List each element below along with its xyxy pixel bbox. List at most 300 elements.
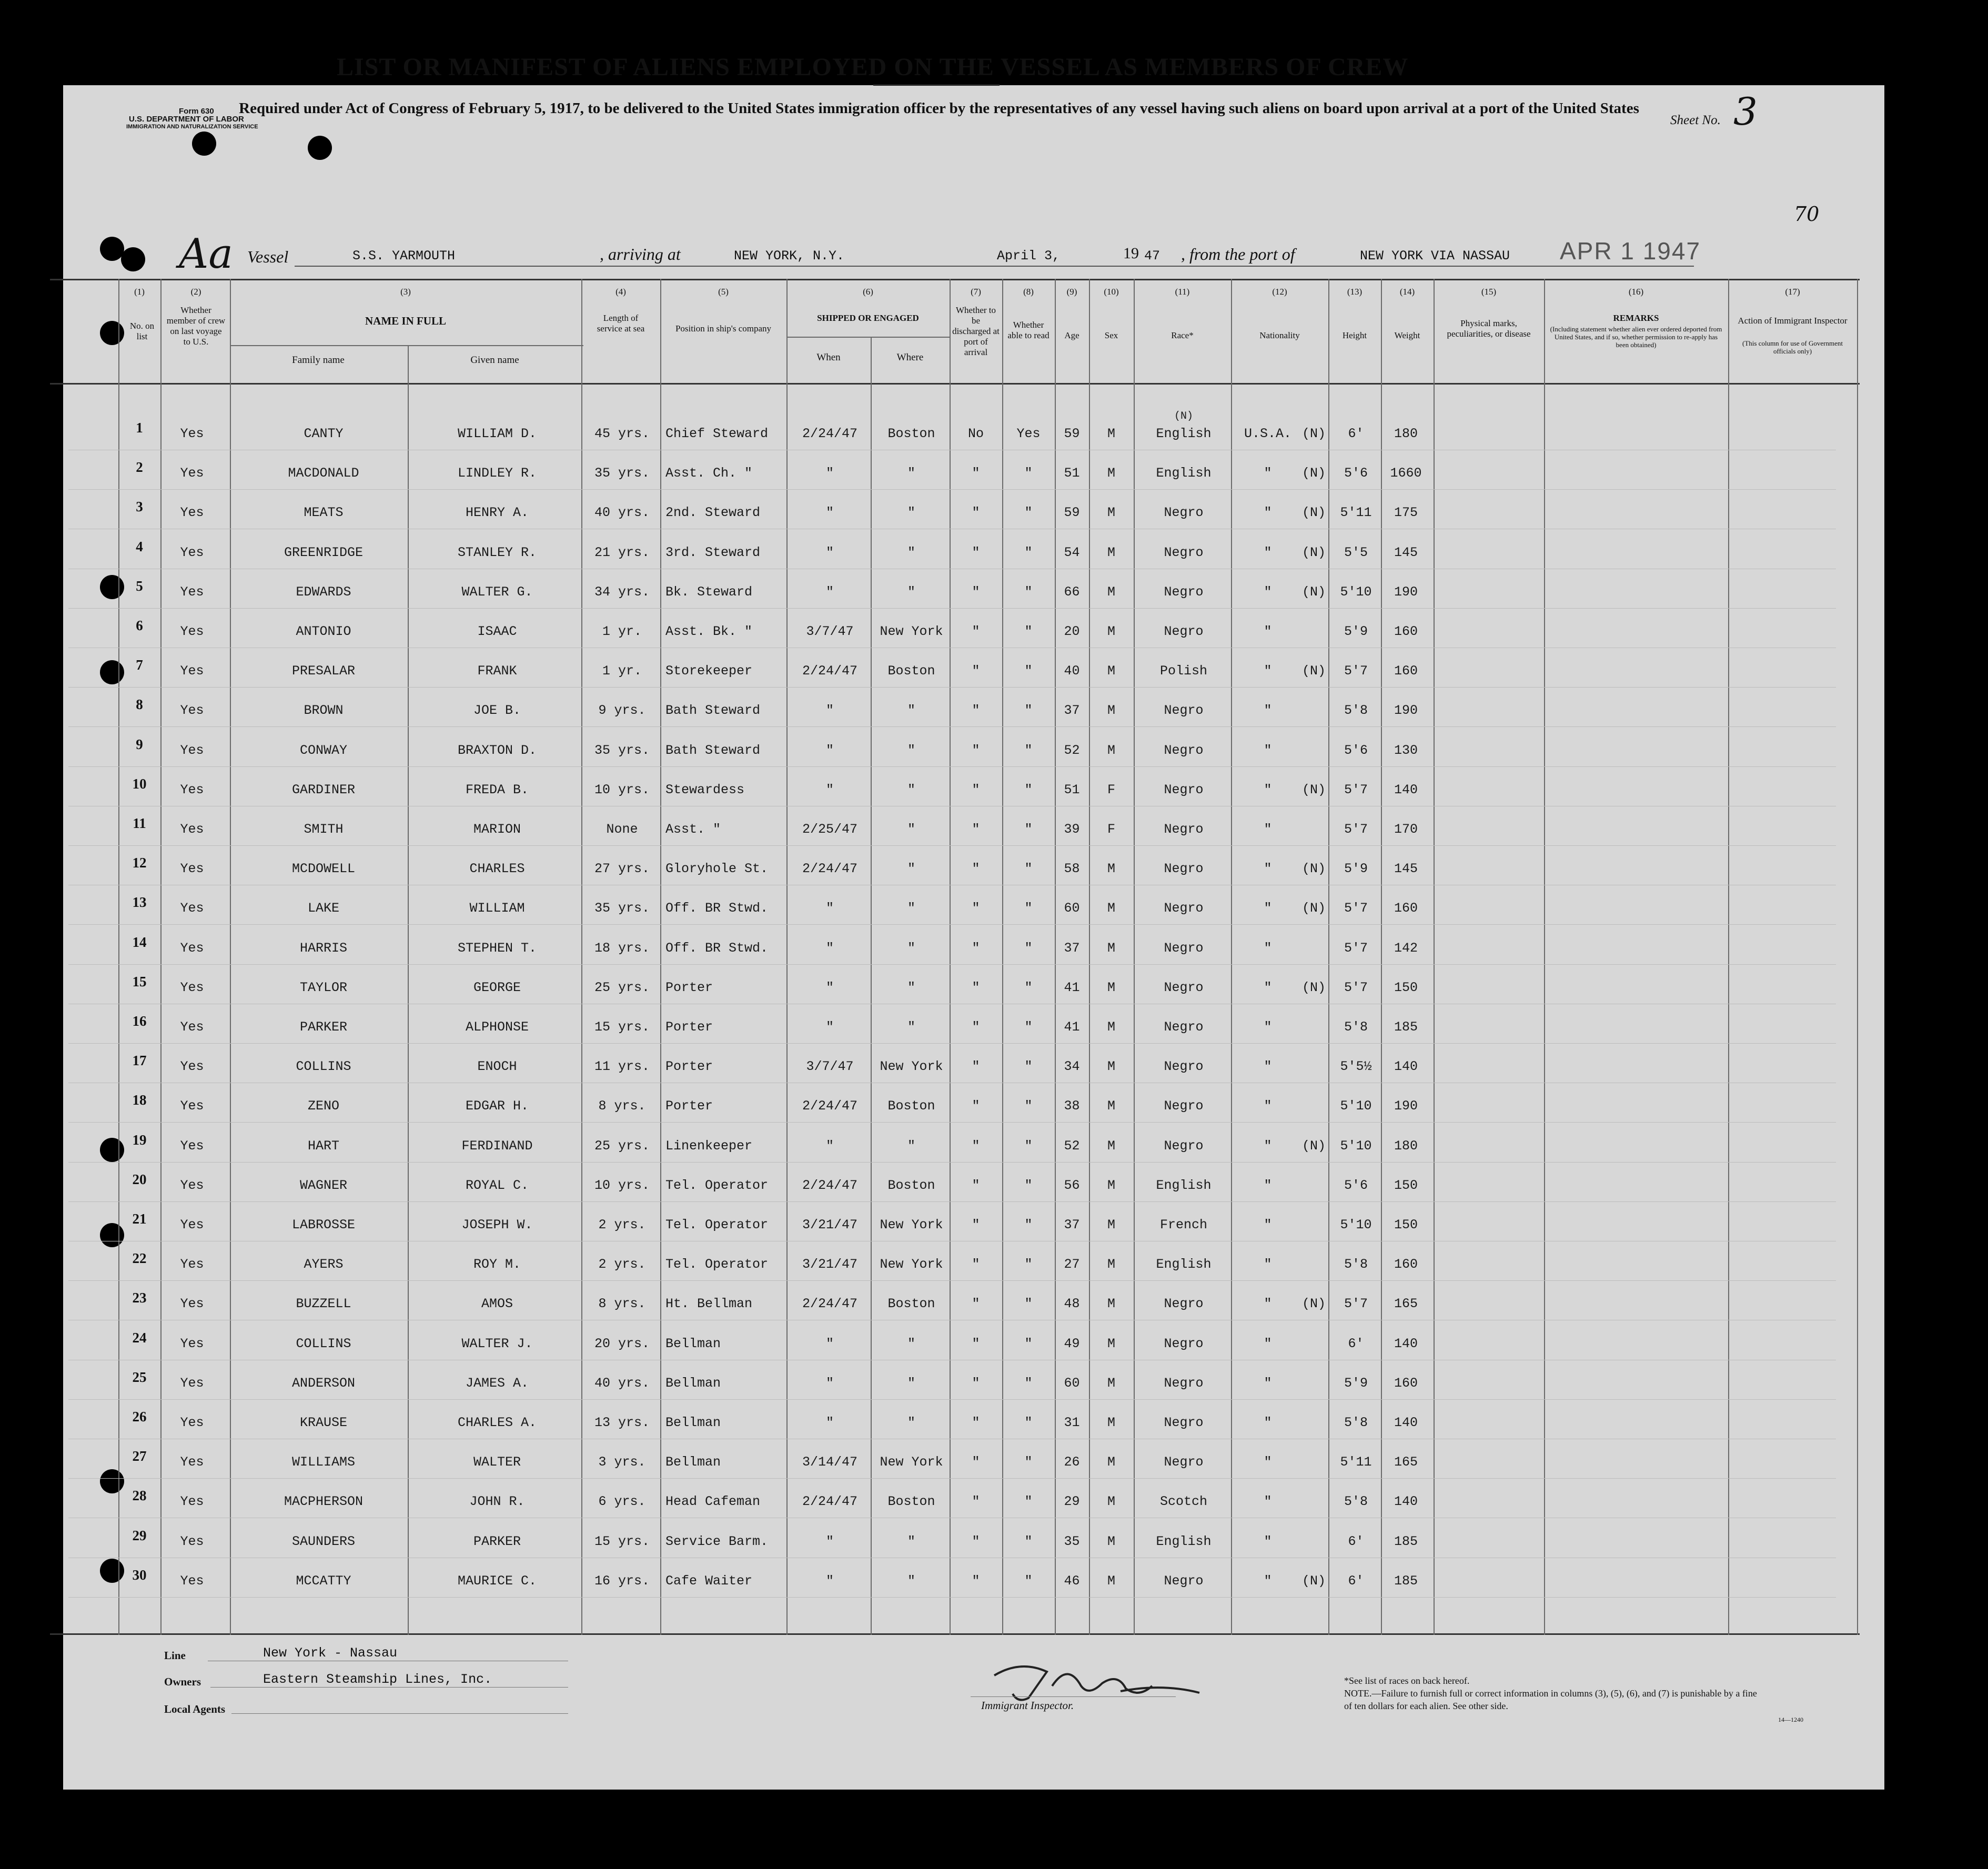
col-12-header: Nationality	[1259, 330, 1300, 340]
column-divider	[1055, 279, 1056, 1635]
height-cell: 6'	[1348, 1573, 1364, 1589]
able-to-read-cell: "	[1024, 505, 1033, 521]
shipped-when-cell: "	[825, 742, 834, 758]
shipped-when-cell: 2/24/47	[802, 861, 858, 877]
nationality-cell: "	[1264, 1296, 1272, 1312]
sex-cell: M	[1107, 901, 1115, 916]
row-rule	[68, 1162, 1836, 1163]
discharged-cell: "	[972, 861, 980, 877]
service-length-cell: 11 yrs.	[594, 1059, 650, 1075]
weight-cell: 142	[1394, 940, 1418, 956]
race-cell: Negro	[1164, 901, 1204, 916]
last-voyage-cell: Yes	[180, 1494, 204, 1510]
able-to-read-cell: "	[1024, 1415, 1033, 1430]
last-voyage-cell: Yes	[180, 861, 204, 877]
sex-cell: M	[1107, 1375, 1115, 1391]
shipped-when-cell: "	[825, 901, 834, 916]
given-name-cell: EDGAR H.	[465, 1098, 529, 1114]
col-13-header: Height	[1342, 330, 1367, 340]
col-15-header: Physical marks, peculiarities, or disease	[1447, 318, 1531, 339]
sex-cell: M	[1107, 426, 1115, 441]
service-length-cell: 2 yrs.	[598, 1217, 646, 1232]
position-cell: Head Cafeman	[665, 1494, 761, 1510]
family-name-header: Family name	[292, 355, 345, 366]
height-cell: 5'8	[1344, 1415, 1368, 1430]
height-cell: 5'11	[1340, 1454, 1372, 1470]
nationality-mark-cell: (N)	[1301, 466, 1326, 481]
position-cell: Porter	[665, 979, 713, 995]
row-number: 21	[132, 1211, 147, 1227]
family-name-cell: LABROSSE	[291, 1217, 356, 1232]
department-name: U.S. DEPARTMENT OF LABOR	[129, 115, 244, 124]
able-to-read-cell: "	[1024, 1375, 1033, 1391]
row-rule	[68, 964, 1836, 965]
family-name-cell: COLLINS	[296, 1336, 351, 1351]
service-length-cell: 20 yrs.	[594, 1336, 650, 1351]
sheet-label: Sheet No.	[1670, 113, 1721, 127]
col-7-number: (7)	[971, 287, 981, 297]
column-divider	[786, 279, 788, 1635]
shipped-where-cell: "	[907, 505, 915, 521]
height-cell: 5'9	[1344, 624, 1368, 639]
shipped-where-cell: "	[907, 782, 915, 797]
able-to-read-cell: "	[1024, 624, 1033, 639]
row-number: 5	[136, 578, 143, 594]
race-cell: Negro	[1164, 1415, 1204, 1430]
family-name-cell: MCDOWELL	[291, 861, 356, 877]
nationality-mark-cell: (N)	[1301, 584, 1326, 600]
nationality-cell: "	[1264, 822, 1272, 837]
shipped-where-cell: "	[907, 1375, 915, 1391]
departure-port: NEW YORK VIA NASSAU	[1360, 248, 1510, 264]
row-rule	[68, 1122, 1836, 1123]
row-rule	[68, 1043, 1836, 1044]
sex-cell: M	[1107, 1019, 1115, 1035]
nationality-cell: "	[1264, 1336, 1272, 1351]
family-name-cell: PARKER	[299, 1019, 347, 1035]
sex-cell: M	[1107, 1336, 1115, 1351]
family-name-cell: LAKE	[307, 901, 339, 916]
weight-cell: 150	[1394, 1177, 1418, 1193]
shipped-when-cell: "	[825, 940, 834, 956]
family-name-cell: ZENO	[307, 1098, 339, 1114]
age-cell: 41	[1064, 1019, 1080, 1035]
race-cell: Negro	[1164, 1059, 1204, 1075]
able-to-read-cell: "	[1024, 1454, 1033, 1470]
row-number: 6	[136, 618, 143, 633]
shipped-when-cell: "	[825, 1138, 834, 1154]
shipped-where-cell: "	[907, 466, 915, 481]
nationality-cell: U.S.A.	[1244, 426, 1291, 441]
able-to-read-cell: "	[1024, 544, 1033, 560]
row-rule	[68, 1280, 1836, 1281]
given-name-cell: JOSEPH W.	[461, 1217, 533, 1232]
row-number: 27	[132, 1448, 147, 1464]
vessel-name: S.S. YARMOUTH	[352, 248, 456, 264]
age-cell: 37	[1064, 940, 1080, 956]
shipped-when-cell: 2/24/47	[802, 426, 858, 441]
shipped-when-cell: "	[825, 1336, 834, 1351]
vessel-initials: Aa	[179, 230, 233, 278]
family-name-cell: EDWARDS	[296, 584, 351, 600]
position-cell: Chief Steward	[665, 426, 769, 441]
weight-cell: 180	[1394, 1138, 1418, 1154]
family-name-cell: WILLIAMS	[291, 1454, 356, 1470]
discharged-cell: "	[972, 663, 980, 679]
service-length-cell: 45 yrs.	[594, 426, 650, 441]
able-to-read-cell: "	[1024, 1059, 1033, 1075]
given-name-cell: ENOCH	[477, 1059, 517, 1075]
race-cell: Negro	[1164, 1296, 1204, 1312]
position-cell: Bk. Steward	[665, 584, 753, 600]
nationality-mark-cell: (N)	[1301, 1138, 1326, 1154]
title-underline	[873, 84, 1000, 86]
position-cell: Off. BR Stwd.	[665, 940, 769, 956]
height-cell: 5'10	[1340, 1138, 1372, 1154]
nationality-cell: "	[1264, 1454, 1272, 1470]
age-cell: 59	[1064, 426, 1080, 441]
nationality-cell: "	[1264, 1573, 1272, 1589]
given-name-cell: CHARLES A.	[457, 1415, 537, 1430]
owners-underline	[210, 1687, 568, 1688]
from-port-label: , from the port of	[1181, 245, 1295, 264]
age-cell: 34	[1064, 1059, 1080, 1075]
last-voyage-cell: Yes	[180, 1573, 204, 1589]
race-cell: Negro	[1164, 1573, 1204, 1589]
height-cell: 5'9	[1344, 1375, 1368, 1391]
nationality-cell: "	[1264, 979, 1272, 995]
given-name-cell: LINDLEY R.	[457, 466, 537, 481]
col-17-header: Action of Immigrant Inspector	[1738, 316, 1848, 326]
able-to-read-cell: "	[1024, 1138, 1033, 1154]
age-cell: 41	[1064, 979, 1080, 995]
nationality-cell: "	[1264, 703, 1272, 719]
column-divider	[1002, 279, 1003, 1635]
shipped-where-cell: "	[907, 1415, 915, 1430]
shipped-where-cell: Boston	[887, 1296, 935, 1312]
row-number: 13	[132, 894, 147, 911]
weight-cell: 150	[1394, 979, 1418, 995]
given-name-cell: FRANK	[477, 663, 517, 679]
last-voyage-cell: Yes	[180, 1454, 204, 1470]
race-cell: Negro	[1164, 979, 1204, 995]
penalty-note: NOTE.—Failure to furnish full or correct information in columns (3), (5), (6), and (7) is punishable by a fine of ten dollars for each alien. See other side.	[1344, 1688, 1757, 1711]
column-divider	[230, 279, 231, 1635]
position-cell: Gloryhole St.	[665, 861, 769, 877]
nationality-cell: "	[1264, 663, 1272, 679]
service-length-cell: 15 yrs.	[594, 1533, 650, 1549]
family-name-cell: HARRIS	[299, 940, 347, 956]
nationality-mark-cell: (N)	[1301, 663, 1326, 679]
sex-cell: M	[1107, 663, 1115, 679]
col-7-header: Whether to be discharged at port of arrival	[952, 305, 1000, 357]
service-length-cell: 13 yrs.	[594, 1415, 650, 1430]
punch-hole	[100, 1223, 124, 1247]
column-divider	[1434, 279, 1435, 1635]
page-subtitle: Required under Act of Congress of February 5, 1917, to be delivered to the United States immigration officer by the representatives of any vessel having such aliens on board upon arrival at a port of the United States	[239, 100, 1639, 117]
shipped-when-cell: "	[825, 584, 834, 600]
height-cell: 5'8	[1344, 1494, 1368, 1510]
row-rule	[68, 1399, 1836, 1400]
col-14-header: Weight	[1394, 330, 1420, 340]
family-name-cell: PRESALAR	[291, 663, 356, 679]
race-cell: Negro	[1164, 1138, 1204, 1154]
col-6-header: SHIPPED OR ENGAGED	[817, 313, 919, 323]
position-cell: Asst. Bk. "	[665, 624, 753, 639]
service-length-cell: 10 yrs.	[594, 782, 650, 797]
shipped-when-cell: 2/24/47	[802, 1177, 858, 1193]
service-length-cell: 16 yrs.	[594, 1573, 650, 1589]
last-voyage-cell: Yes	[180, 1059, 204, 1075]
row-number: 4	[136, 538, 143, 554]
height-cell: 5'7	[1344, 663, 1368, 679]
row-number: 8	[136, 696, 143, 713]
family-name-cell: MACPHERSON	[284, 1494, 364, 1510]
height-cell: 5'8	[1344, 1257, 1368, 1272]
able-to-read-cell: Yes	[1016, 426, 1041, 441]
sex-cell: M	[1107, 1059, 1115, 1075]
weight-cell: 160	[1394, 663, 1418, 679]
col-8-number: (8)	[1023, 287, 1034, 297]
discharged-cell: "	[972, 742, 980, 758]
position-cell: Bath Steward	[665, 703, 761, 719]
given-name-cell: ISAAC	[477, 624, 517, 639]
position-cell: Service Barm.	[665, 1533, 769, 1549]
discharged-cell: "	[972, 901, 980, 916]
column-divider	[1728, 279, 1729, 1635]
weight-cell: 160	[1394, 1375, 1418, 1391]
given-name-cell: STEPHEN T.	[457, 940, 537, 956]
last-voyage-cell: Yes	[180, 901, 204, 916]
corner-note: 70	[1794, 203, 1820, 226]
given-name-cell: ROY M.	[473, 1257, 521, 1272]
nationality-cell: "	[1264, 742, 1272, 758]
row-number: 28	[132, 1488, 147, 1504]
race-cell: Polish	[1159, 663, 1207, 679]
column-divider	[871, 337, 872, 1635]
shipped-when-cell: "	[825, 1573, 834, 1589]
shipped-when-cell: "	[825, 544, 834, 560]
last-voyage-cell: Yes	[180, 466, 204, 481]
height-cell: 5'5½	[1340, 1059, 1372, 1075]
service-length-cell: 1 yr.	[602, 663, 642, 679]
service-length-cell: None	[606, 822, 638, 837]
column-divider	[581, 279, 582, 1635]
race-cell: Negro	[1164, 1375, 1204, 1391]
last-voyage-cell: Yes	[180, 742, 204, 758]
col-6-number: (6)	[863, 287, 873, 297]
nationality-mark-cell: (N)	[1301, 544, 1326, 560]
col-9-header: Age	[1064, 330, 1079, 340]
last-voyage-cell: Yes	[180, 426, 204, 441]
sex-cell: M	[1107, 1494, 1115, 1510]
family-name-cell: BROWN	[304, 703, 344, 719]
weight-cell: 140	[1394, 1494, 1418, 1510]
col-17-note: (This column for use of Government officials only)	[1742, 339, 1843, 355]
shipped-when-cell: "	[825, 979, 834, 995]
given-name-cell: ALPHONSE	[465, 1019, 529, 1035]
position-cell: Off. BR Stwd.	[665, 901, 769, 916]
position-cell: Bath Steward	[665, 742, 761, 758]
shipped-when-cell: 2/24/47	[802, 663, 858, 679]
position-cell: Tel. Operator	[665, 1257, 769, 1272]
weight-cell: 190	[1394, 703, 1418, 719]
given-name-cell: JAMES A.	[465, 1375, 529, 1391]
nationality-cell: "	[1264, 1494, 1272, 1510]
punch-hole	[100, 575, 124, 599]
able-to-read-cell: "	[1024, 584, 1033, 600]
col-5-number: (5)	[718, 287, 729, 297]
column-divider	[1089, 279, 1090, 1635]
height-cell: 5'11	[1340, 505, 1372, 521]
able-to-read-cell: "	[1024, 1533, 1033, 1549]
row-number: 3	[136, 499, 143, 515]
given-name-cell: WILLIAM	[469, 901, 525, 916]
service-length-cell: 34 yrs.	[594, 584, 650, 600]
sex-cell: F	[1107, 782, 1115, 797]
arriving-label: , arriving at	[600, 245, 681, 264]
age-cell: 27	[1064, 1257, 1080, 1272]
height-cell: 6'	[1348, 426, 1364, 441]
col-17-number: (17)	[1785, 287, 1800, 297]
punch-hole	[100, 1469, 124, 1493]
position-cell: Bellman	[665, 1415, 721, 1430]
shipped-when-cell: 3/21/47	[802, 1257, 858, 1272]
race-cell: Negro	[1164, 822, 1204, 837]
given-name-cell: WILLIAM D.	[457, 426, 537, 441]
sex-cell: M	[1107, 624, 1115, 639]
height-cell: 6'	[1348, 1336, 1364, 1351]
able-to-read-cell: "	[1024, 1098, 1033, 1114]
sex-cell: M	[1107, 1177, 1115, 1193]
weight-cell: 190	[1394, 1098, 1418, 1114]
position-cell: Tel. Operator	[665, 1177, 769, 1193]
able-to-read-cell: "	[1024, 1296, 1033, 1312]
col-13-number: (13)	[1347, 287, 1363, 297]
col-11-header: Race*	[1171, 330, 1194, 340]
position-cell: Cafe Waiter	[665, 1573, 753, 1589]
discharged-cell: "	[972, 1019, 980, 1035]
row-number: 30	[132, 1567, 147, 1583]
inspector-signature	[989, 1657, 1210, 1704]
able-to-read-cell: "	[1024, 822, 1033, 837]
nationality-cell: "	[1264, 940, 1272, 956]
position-cell: Linenkeeper	[665, 1138, 753, 1154]
discharged-cell: "	[972, 466, 980, 481]
age-cell: 60	[1064, 901, 1080, 916]
col-2-header: Whether member of crew on last voyage to U.S.	[166, 305, 226, 347]
shipped-where-cell: "	[907, 742, 915, 758]
able-to-read-cell: "	[1024, 861, 1033, 877]
col-3-header: NAME IN FULL	[365, 315, 446, 327]
race-cell: English	[1156, 1177, 1212, 1193]
row-number: 15	[132, 973, 147, 989]
last-voyage-cell: Yes	[180, 1138, 204, 1154]
shipped-where-cell: "	[907, 544, 915, 560]
sex-cell: M	[1107, 1138, 1115, 1154]
nationality-mark-cell: (N)	[1301, 901, 1326, 916]
weight-cell: 185	[1394, 1573, 1418, 1589]
family-name-cell: SAUNDERS	[291, 1533, 356, 1549]
service-length-cell: 25 yrs.	[594, 979, 650, 995]
weight-cell: 190	[1394, 584, 1418, 600]
last-voyage-cell: Yes	[180, 1098, 204, 1114]
able-to-read-cell: "	[1024, 1177, 1033, 1193]
shipped-when-cell: "	[825, 703, 834, 719]
race-cell: Negro	[1164, 1019, 1204, 1035]
shipped-where-cell: New York	[880, 1217, 943, 1232]
col-2-number: (2)	[190, 287, 201, 297]
weight-cell: 160	[1394, 901, 1418, 916]
able-to-read-cell: "	[1024, 979, 1033, 995]
family-name-cell: MACDONALD	[288, 466, 359, 481]
family-name-cell: CONWAY	[299, 742, 347, 758]
sex-cell: M	[1107, 1573, 1115, 1589]
sex-cell: M	[1107, 1454, 1115, 1470]
shipped-when-cell: "	[825, 1533, 834, 1549]
sex-cell: M	[1107, 466, 1115, 481]
discharged-cell: "	[972, 1454, 980, 1470]
weight-cell: 185	[1394, 1019, 1418, 1035]
age-cell: 20	[1064, 624, 1080, 639]
weight-cell: 140	[1394, 1415, 1418, 1430]
when-header: When	[816, 352, 841, 363]
row-number: 18	[132, 1092, 147, 1108]
family-name-cell: TAYLOR	[299, 979, 347, 995]
sex-cell: M	[1107, 1533, 1115, 1549]
weight-cell: 145	[1394, 544, 1418, 560]
service-length-cell: 27 yrs.	[594, 861, 650, 877]
column-divider	[408, 345, 409, 1635]
row-number: 24	[132, 1329, 147, 1346]
position-cell: Ht. Bellman	[665, 1296, 753, 1312]
column-divider	[160, 279, 162, 1635]
line-value: New York - Nassau	[263, 1645, 398, 1661]
height-cell: 5'6	[1344, 466, 1368, 481]
nationality-cell: "	[1264, 466, 1272, 481]
form-number: Form 630	[179, 107, 214, 116]
discharged-cell: "	[972, 1336, 980, 1351]
given-name-cell: MARION	[473, 822, 521, 837]
nationality-mark-cell: (N)	[1301, 505, 1326, 521]
nationality-cell: "	[1264, 584, 1272, 600]
age-cell: 54	[1064, 544, 1080, 560]
given-name-cell: WALTER	[473, 1454, 521, 1470]
height-cell: 5'7	[1344, 1296, 1368, 1312]
last-voyage-cell: Yes	[180, 1217, 204, 1232]
discharged-cell: "	[972, 544, 980, 560]
given-name-cell: ROYAL C.	[465, 1177, 529, 1193]
sex-cell: M	[1107, 584, 1115, 600]
shipped-where-cell: "	[907, 940, 915, 956]
row-number: 23	[132, 1290, 147, 1306]
nationality-cell: "	[1264, 861, 1272, 877]
race-cell: Negro	[1164, 1336, 1204, 1351]
position-cell: Porter	[665, 1019, 713, 1035]
weight-cell: 1660	[1390, 466, 1422, 481]
punch-hole	[308, 136, 332, 160]
age-cell: 60	[1064, 1375, 1080, 1391]
height-cell: 5'5	[1344, 544, 1368, 560]
sex-cell: M	[1107, 1257, 1115, 1272]
discharged-cell: "	[972, 1217, 980, 1232]
vessel-underline	[295, 266, 1694, 267]
col-1-number: (1)	[134, 287, 145, 297]
height-cell: 5'7	[1344, 901, 1368, 916]
position-cell: Asst. "	[665, 822, 721, 837]
age-cell: 48	[1064, 1296, 1080, 1312]
shipped-when-cell: "	[825, 1415, 834, 1430]
